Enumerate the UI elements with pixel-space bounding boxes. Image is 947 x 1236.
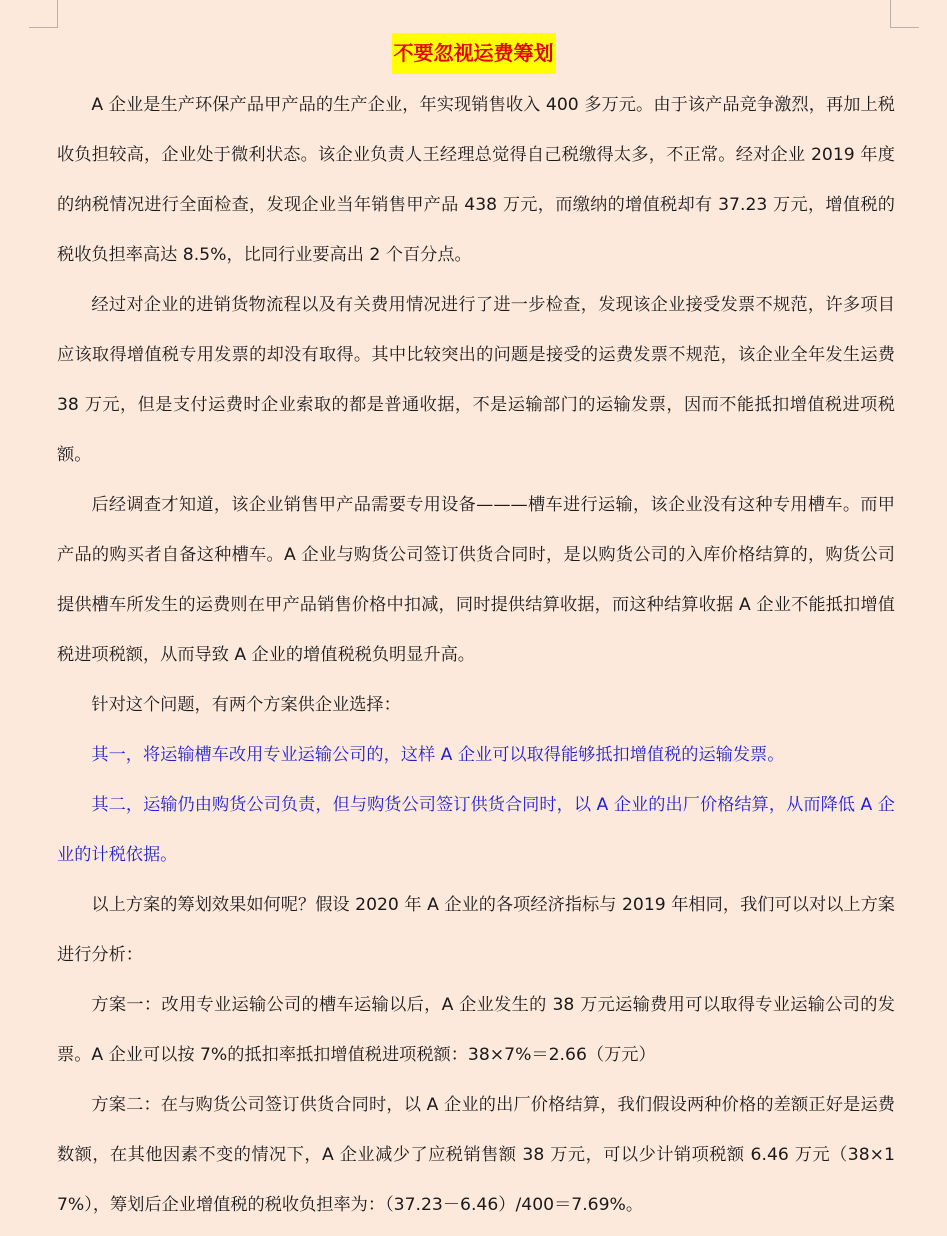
paragraph-option-one: 其一，将运输槽车改用专业运输公司的，这样 A 企业可以取得能够抵扣增值税的运输发票。 (91, 745, 785, 765)
title-container (0, 33, 947, 74)
document-body (57, 80, 895, 1230)
paragraph-option-two: 其二，运输仍由购货公司负责，但与购货公司签订供货合同时，以 A 企业的出厂价格结算，从而降低 A 企业的计税依据。 (57, 795, 895, 865)
paragraph-plan-two: 方案二：在与购货公司签订供货合同时，以 A 企业的出厂价格结算，我们假设两种价格的差额正好是运费数额，在其他因素不变的情况下，A 企业减少了应税销售额 38 万元，可以少计销项税额 6.46 万元（38×17%），筹划后企业增值税的税收负担率为：（37.23－6.46）/400＝7.69%。 (57, 1095, 895, 1215)
document-title: 不要忽视运费筹划 (392, 33, 556, 74)
page-corner-mark-top-left (29, 0, 58, 28)
paragraph-inspection: 经过对企业的进销货物流程以及有关费用情况进行了进一步检查，发现该企业接受发票不规范，许多项目应该取得增值税专用发票的却没有取得。其中比较突出的问题是接受的运费发票不规范，该企业全年发生运费 38 万元，但是支付运费时企业索取的都是普通收据，不是运输部门的运输发票，因而不能抵扣增值税进项税额。 (57, 295, 895, 465)
paragraph-intro: A 企业是生产环保产品甲产品的生产企业，年实现销售收入 400 多万元。由于该产品竞争激烈，再加上税收负担较高，企业处于微利状态。该企业负责人王经理总觉得自己税缴得太多，不正常。经对企业 2019 年度的纳税情况进行全面检查，发现企业当年销售甲产品 438 万元，而缴纳的增值税却有 37.23 万元，增值税的税收负担率高达 8.5%，比同行业要高出 2 个百分点。 (57, 95, 895, 265)
paragraph-plan-one: 方案一：改用专业运输公司的槽车运输以后，A 企业发生的 38 万元运输费用可以取得专业运输公司的发票。A 企业可以按 7%的抵扣率抵扣增值税进项税额：38×7%＝2.66（万元） (57, 995, 895, 1065)
page-corner-mark-top-right (890, 0, 919, 28)
paragraph-analysis-intro: 以上方案的筹划效果如何呢？假设 2020 年 A 企业的各项经济指标与 2019 年相同，我们可以对以上方案进行分析： (57, 895, 895, 965)
paragraph-options-intro: 针对这个问题，有两个方案供企业选择： (91, 695, 401, 715)
paragraph-investigation: 后经调查才知道，该企业销售甲产品需要专用设备———槽车进行运输，该企业没有这种专用槽车。而甲产品的购买者自备这种槽车。A 企业与购货公司签订供货合同时，是以购货公司的入库价格结算的，购货公司提供槽车所发生的运费则在甲产品销售价格中扣减，同时提供结算收据，而这种结算收据 A 企业不能抵扣增值税进项税额，从而导致 A 企业的增值税税负明显升高。 (57, 495, 895, 665)
